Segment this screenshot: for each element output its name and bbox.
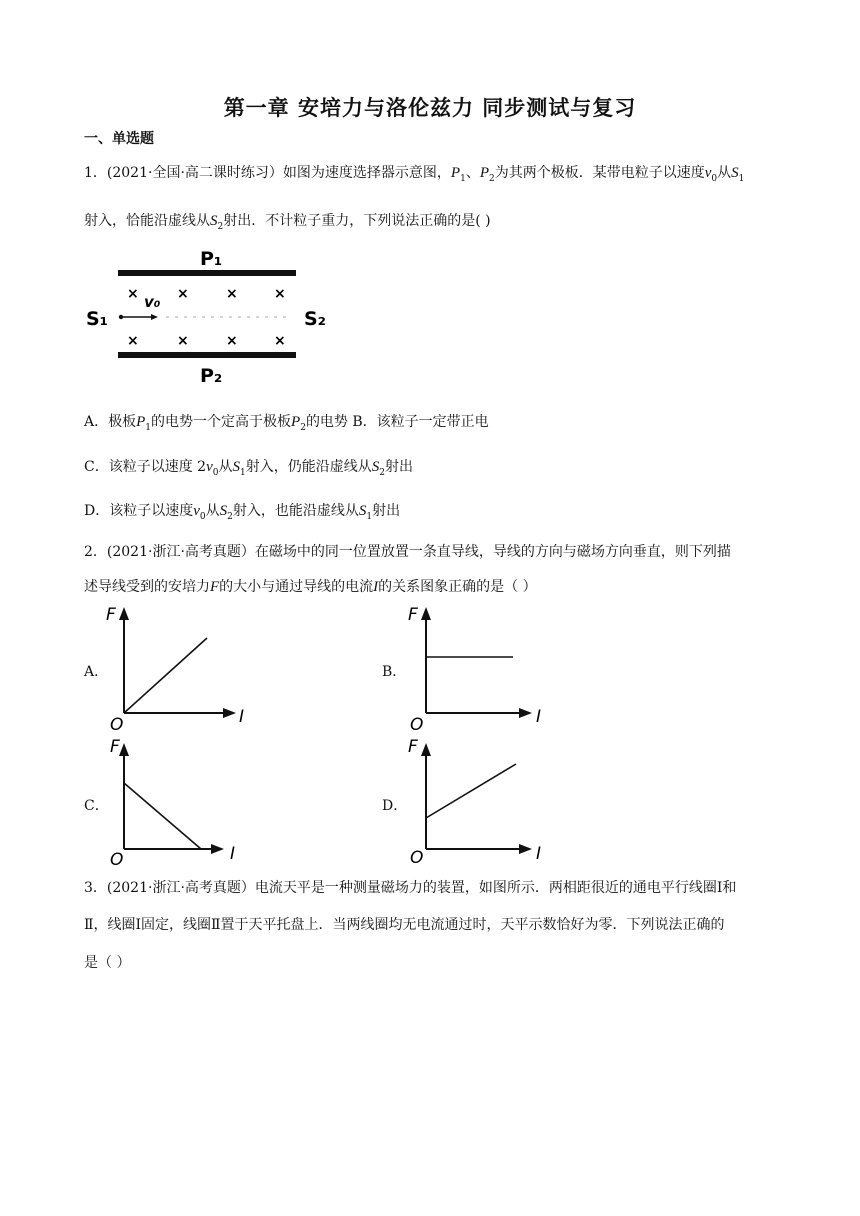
velocity-selector-figure	[84, 245, 344, 390]
q2-option-b-label: B．	[382, 664, 407, 680]
origin-label: O	[110, 850, 124, 867]
origin-label: O	[410, 715, 424, 732]
q3-stem-line1: 3．(2021·浙江·高考真题）电流天平是一种测量磁场力的装置，如图所示．两相距很近的通电平行线圈Ⅰ和	[84, 880, 737, 896]
q1-stem-line1: 1．(2021·全国·高二课时练习）如图为速度选择器示意图，$P_1$、$P_2$为其两个极板．某带电粒子以速度$v_0$从$S_1$	[84, 165, 745, 184]
velocity-arrowhead	[151, 314, 158, 320]
q1-stem-line2: 射入，恰能沿虚线从$S_2$射出．不计粒子重力，下列说法正确的是( )	[84, 213, 491, 232]
field-cross: ×	[177, 333, 189, 349]
graph-d	[406, 735, 566, 867]
origin-label: O	[110, 715, 124, 732]
plate-p2	[118, 352, 296, 358]
graph-a	[106, 600, 266, 732]
q2-option-c-label: C．	[84, 798, 109, 814]
field-cross: ×	[226, 333, 238, 349]
q1-option-a-b: A．极板$P_1$的电势一个定高于极板$P_2$的电势 B．该粒子一定带正电	[84, 414, 489, 433]
label-v0: v₀	[144, 293, 161, 311]
page-title: 第一章 安培力与洛伦兹力 同步测试与复习	[223, 96, 637, 120]
axis-label-f: F	[408, 737, 418, 757]
field-cross: ×	[274, 333, 286, 349]
axis-label-i: I	[230, 844, 236, 864]
axis-label-f: F	[408, 605, 418, 625]
axis-label-i: I	[536, 844, 542, 864]
axis-label-i: I	[239, 707, 245, 727]
q3-stem-line3: 是（ ）	[84, 955, 131, 971]
x-axis-arrow	[223, 708, 236, 718]
q3-stem-line2: Ⅱ，线圈Ⅰ固定，线圈Ⅱ置于天平托盘上．当两线圈均无电流通过时，天平示数恰好为零．下列说法正确的	[84, 917, 725, 933]
x-axis-arrow	[211, 844, 224, 854]
origin-label: O	[410, 848, 424, 867]
graph-line	[124, 783, 201, 849]
q2-option-d-label: D．	[382, 798, 408, 814]
graph-line	[426, 764, 516, 818]
graph-b	[406, 600, 566, 732]
field-cross: ×	[274, 286, 286, 302]
q1-option-c: C．该粒子以速度 $2v_0$从$S_1$射入，仍能沿虚线从$S_2$射出	[84, 459, 413, 478]
label-s1: S₁	[86, 308, 109, 330]
field-cross: ×	[226, 286, 238, 302]
field-cross: ×	[127, 333, 139, 349]
plate-p1-label: P₁	[200, 248, 223, 270]
section-heading: 一、单选题	[84, 131, 154, 147]
y-axis-arrow	[119, 743, 129, 756]
q2-option-a-label: A．	[84, 664, 109, 680]
field-cross: ×	[127, 286, 139, 302]
axis-label-i: I	[536, 707, 542, 727]
axis-label-f: F	[106, 605, 116, 625]
q2-stem-line2: 述导线受到的安培力F的大小与通过导线的电流I的关系图象正确的是（ ）	[84, 579, 537, 595]
field-cross: ×	[177, 286, 189, 302]
y-axis-arrow	[421, 743, 431, 756]
axis-label-f: F	[110, 737, 120, 757]
graph-c	[106, 735, 266, 867]
q1-option-d: D．该粒子以速度$v_0$从$S_2$射入，也能沿虚线从$S_1$射出	[84, 503, 401, 522]
x-axis-arrow	[519, 844, 532, 854]
plate-p2-label: P₂	[200, 365, 223, 387]
label-s2: S₂	[304, 308, 327, 330]
plate-p1	[118, 270, 296, 276]
y-axis-arrow	[119, 607, 129, 620]
graph-line	[124, 638, 207, 713]
y-axis-arrow	[421, 607, 431, 620]
x-axis-arrow	[519, 708, 532, 718]
q2-stem-line1: 2．(2021·浙江·高考真题）在磁场中的同一位置放置一条直导线，导线的方向与磁场方向垂直，则下列描	[84, 544, 731, 560]
